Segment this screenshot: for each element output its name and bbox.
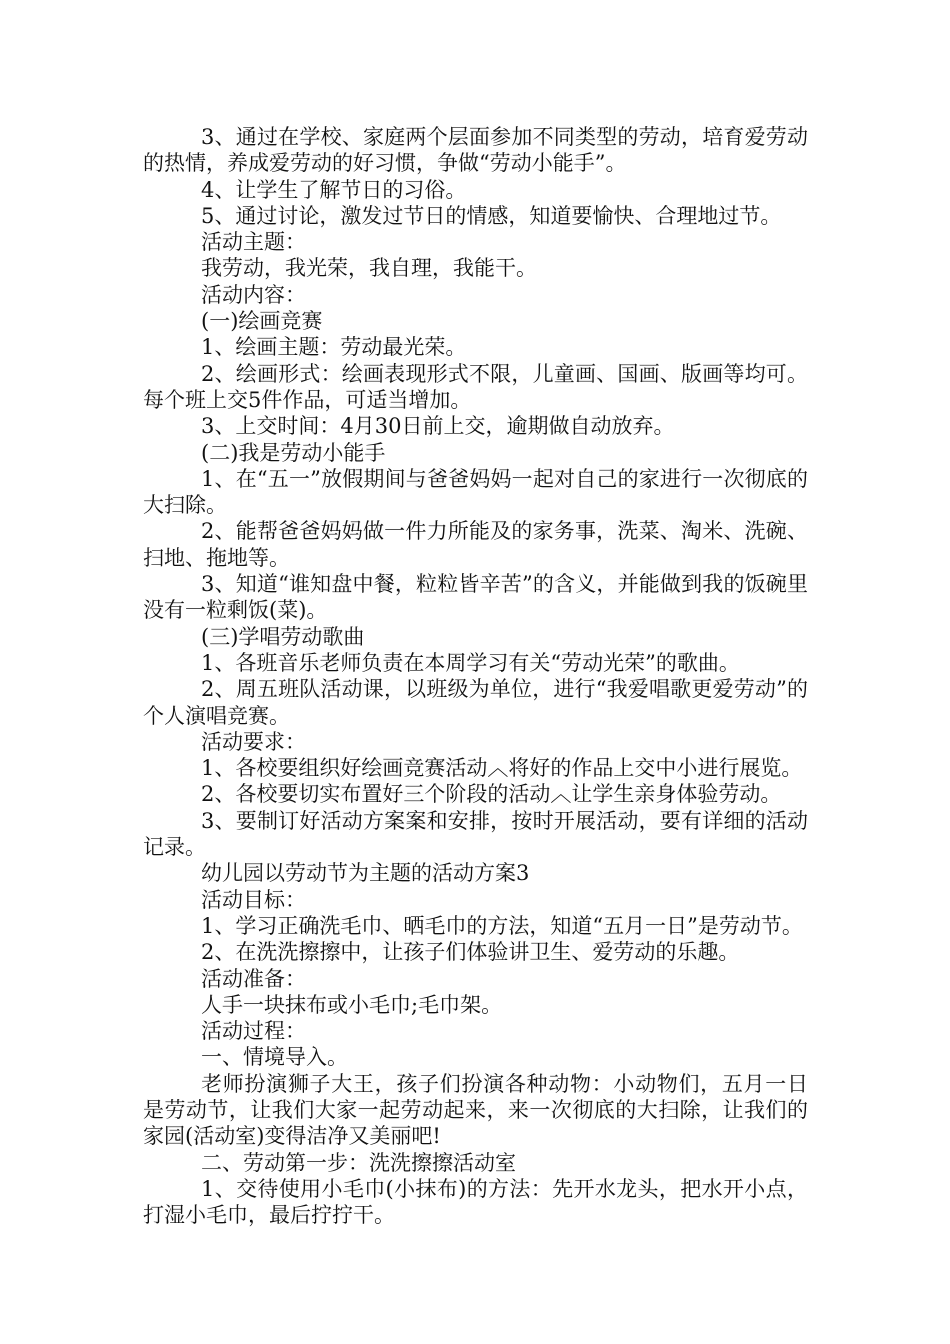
paragraph: 老师扮演狮子大王，孩子们扮演各种动物：小动物们，五月一日是劳动节，让我们大家一起劳动起来，来一次彻底的大扫除，让我们的家园(活动室)变得洁净又美丽吧!: [143, 1071, 808, 1149]
paragraph: 2、周五班队活动课，以班级为单位，进行“我爱唱歌更爱劳动”的个人演唱竞赛。: [143, 677, 808, 728]
paragraph: 1、绘画主题：劳动最光荣。: [201, 335, 467, 360]
paragraph: 2、各校要切实布置好三个阶段的活动︿让学生亲身体验劳动。: [201, 782, 782, 807]
subsection-heading: 一、情境导入。: [201, 1045, 348, 1070]
paragraph: 5、通过讨论，激发过节日的情感，知道要愉快、合理地过节。: [201, 203, 782, 228]
section-heading: 活动要求：: [201, 729, 306, 754]
section-heading: 活动目标：: [201, 887, 306, 912]
paragraph: 2、绘画形式：绘画表现形式不限，儿童画、国画、版画等均可。每个班上交5件作品，可适当增加。: [143, 361, 808, 412]
subsection-heading: (二)我是劳动小能手: [201, 440, 386, 465]
paragraph: 3、上交时间：4月30日前上交，逾期做自动放弃。: [201, 414, 675, 439]
document-body: [143, 124, 808, 1228]
section-heading: 活动过程：: [201, 1019, 306, 1044]
document-title: 幼儿园以劳动节为主题的活动方案3: [201, 861, 530, 886]
paragraph: 1、各班音乐老师负责在本周学习有关“劳动光荣”的歌曲。: [201, 650, 740, 675]
subsection-heading: (一)绘画竞赛: [201, 309, 323, 334]
paragraph: 1、学习正确洗毛巾、晒毛巾的方法，知道“五月一日”是劳动节。: [201, 913, 803, 938]
paragraph: 1、各校要组织好绘画竞赛活动︿将好的作品上交中小进行展览。: [201, 756, 803, 781]
section-heading: 活动准备：: [201, 966, 306, 991]
paragraph: 人手一块抹布或小毛巾;毛巾架。: [201, 992, 503, 1017]
paragraph: 3、通过在学校、家庭两个层面参加不同类型的劳动，培育爱劳动的热情，养成爱劳动的好习惯，争做“劳动小能手”。: [143, 125, 808, 176]
paragraph: 3、要制订好活动方案案和安排，按时开展活动，要有详细的活动记录。: [143, 808, 808, 860]
paragraph: 3、知道“谁知盘中餐，粒粒皆辛苦”的含义，并能做到我的饭碗里没有一粒剩饭(菜)。: [143, 572, 808, 623]
subsection-heading: (三)学唱劳动歌曲: [201, 624, 365, 649]
section-heading: 活动内容：: [201, 282, 306, 307]
paragraph: 我劳动，我光荣，我自理，我能干。: [201, 256, 537, 281]
paragraph: 1、在“五一”放假期间与爸爸妈妈一起对自己的家进行一次彻底的大扫除。: [143, 466, 808, 518]
paragraph: 2、能帮爸爸妈妈做一件力所能及的家务事，洗菜、淘米、洗碗、扫地、拖地等。: [143, 519, 808, 570]
paragraph: 1、交待使用小毛巾(小抹布)的方法：先开水龙头，把水开小点，打湿小毛巾，最后拧拧干。: [143, 1176, 808, 1228]
section-heading: 活动主题：: [201, 230, 306, 255]
subsection-heading: 二、劳动第一步：洗洗擦擦活动室: [201, 1150, 516, 1175]
paragraph: 2、在洗洗擦擦中，让孩子们体验讲卫生、爱劳动的乐趣。: [201, 940, 740, 965]
paragraph: 4、让学生了解节日的习俗。: [201, 177, 467, 202]
